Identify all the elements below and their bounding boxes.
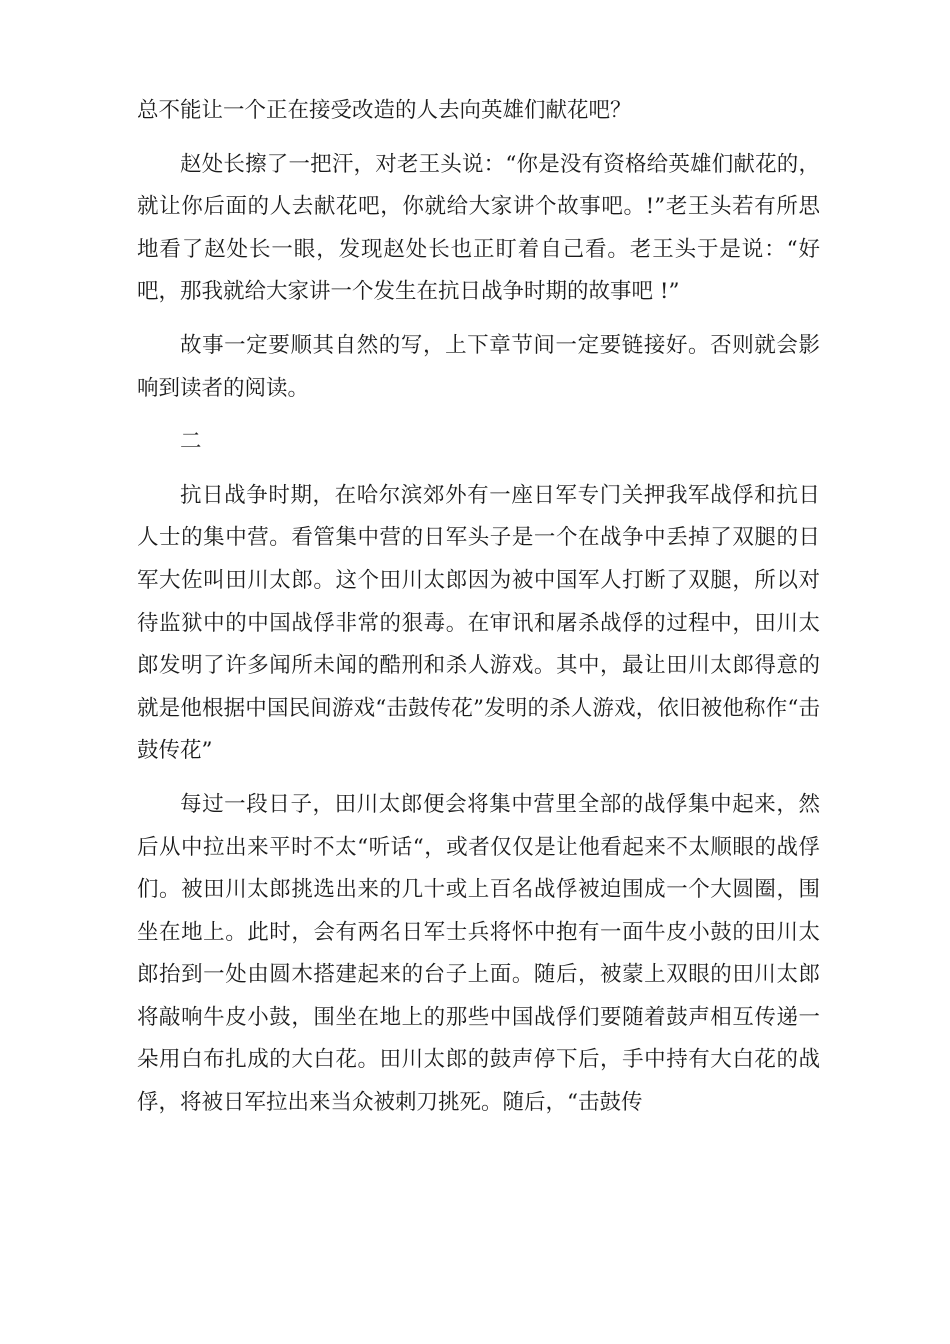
paragraph-2: 赵处长擦了一把汗，对老王头说：“你是没有资格给英雄们献花的，就让你后面的人去献花吧，你就给大家讲个故事吧。!”老王头若有所思地看了赵处长一眼，发现赵处长也正盯着自己看。老王头于是说：“好吧，那我就给大家讲一个发生在抗日战争时期的故事吧 !” bbox=[137, 151, 820, 305]
section-heading: 二 bbox=[180, 429, 202, 455]
paragraph-1: 总不能让一个正在接受改造的人去向英雄们献花吧？ bbox=[137, 98, 632, 123]
paragraph-5: 每过一段日子，田川太郎便会将集中营里全部的战俘集中起来，然后从中拉出来平时不太“听话“，或者仅仅是让他看起来不太顺眼的战俘们。被田川太郎挑选出来的几十或上百名战俘被迫围成一个大圆圈，围坐在地上。此时，会有两名日军士兵将怀中抱有一面牛皮小鼓的田川太郎抬到一处由圆木搭建起来的台子上面。随后，被蒙上双眼的田川太郎将敲响牛皮小鼓，围坐在地上的那些中国战俘们要随着鼓声相互传递一朵用白布扎成的大白花。田川太郎的鼓声停下后，手中持有大白花的战俘，将被日军拉出来当众被刺刀挑死。随后，“击鼓传 bbox=[137, 791, 820, 1116]
paragraph-4: 抗日战争时期，在哈尔滨郊外有一座日军专门关押我军战俘和抗日人士的集中营。看管集中营的日军头子是一个在战争中丢掉了双腿的日军大佐叫田川太郎。这个田川太郎因为被中国军人打断了双腿，所以对待监狱中的中国战俘非常的狠毒。在审讯和屠杀战俘的过程中，田川太郎发明了许多闻所未闻的酷刑和杀人游戏。其中，最让田川太郎得意的就是他根据中国民间游戏“击鼓传花”发明的杀人游戏，依旧被他称作“击鼓传花” bbox=[137, 482, 820, 764]
paragraph-3: 故事一定要顺其自然的写，上下章节间一定要链接好。否则就会影响到读者的阅读。 bbox=[137, 332, 820, 401]
body-text bbox=[137, 90, 820, 1136]
